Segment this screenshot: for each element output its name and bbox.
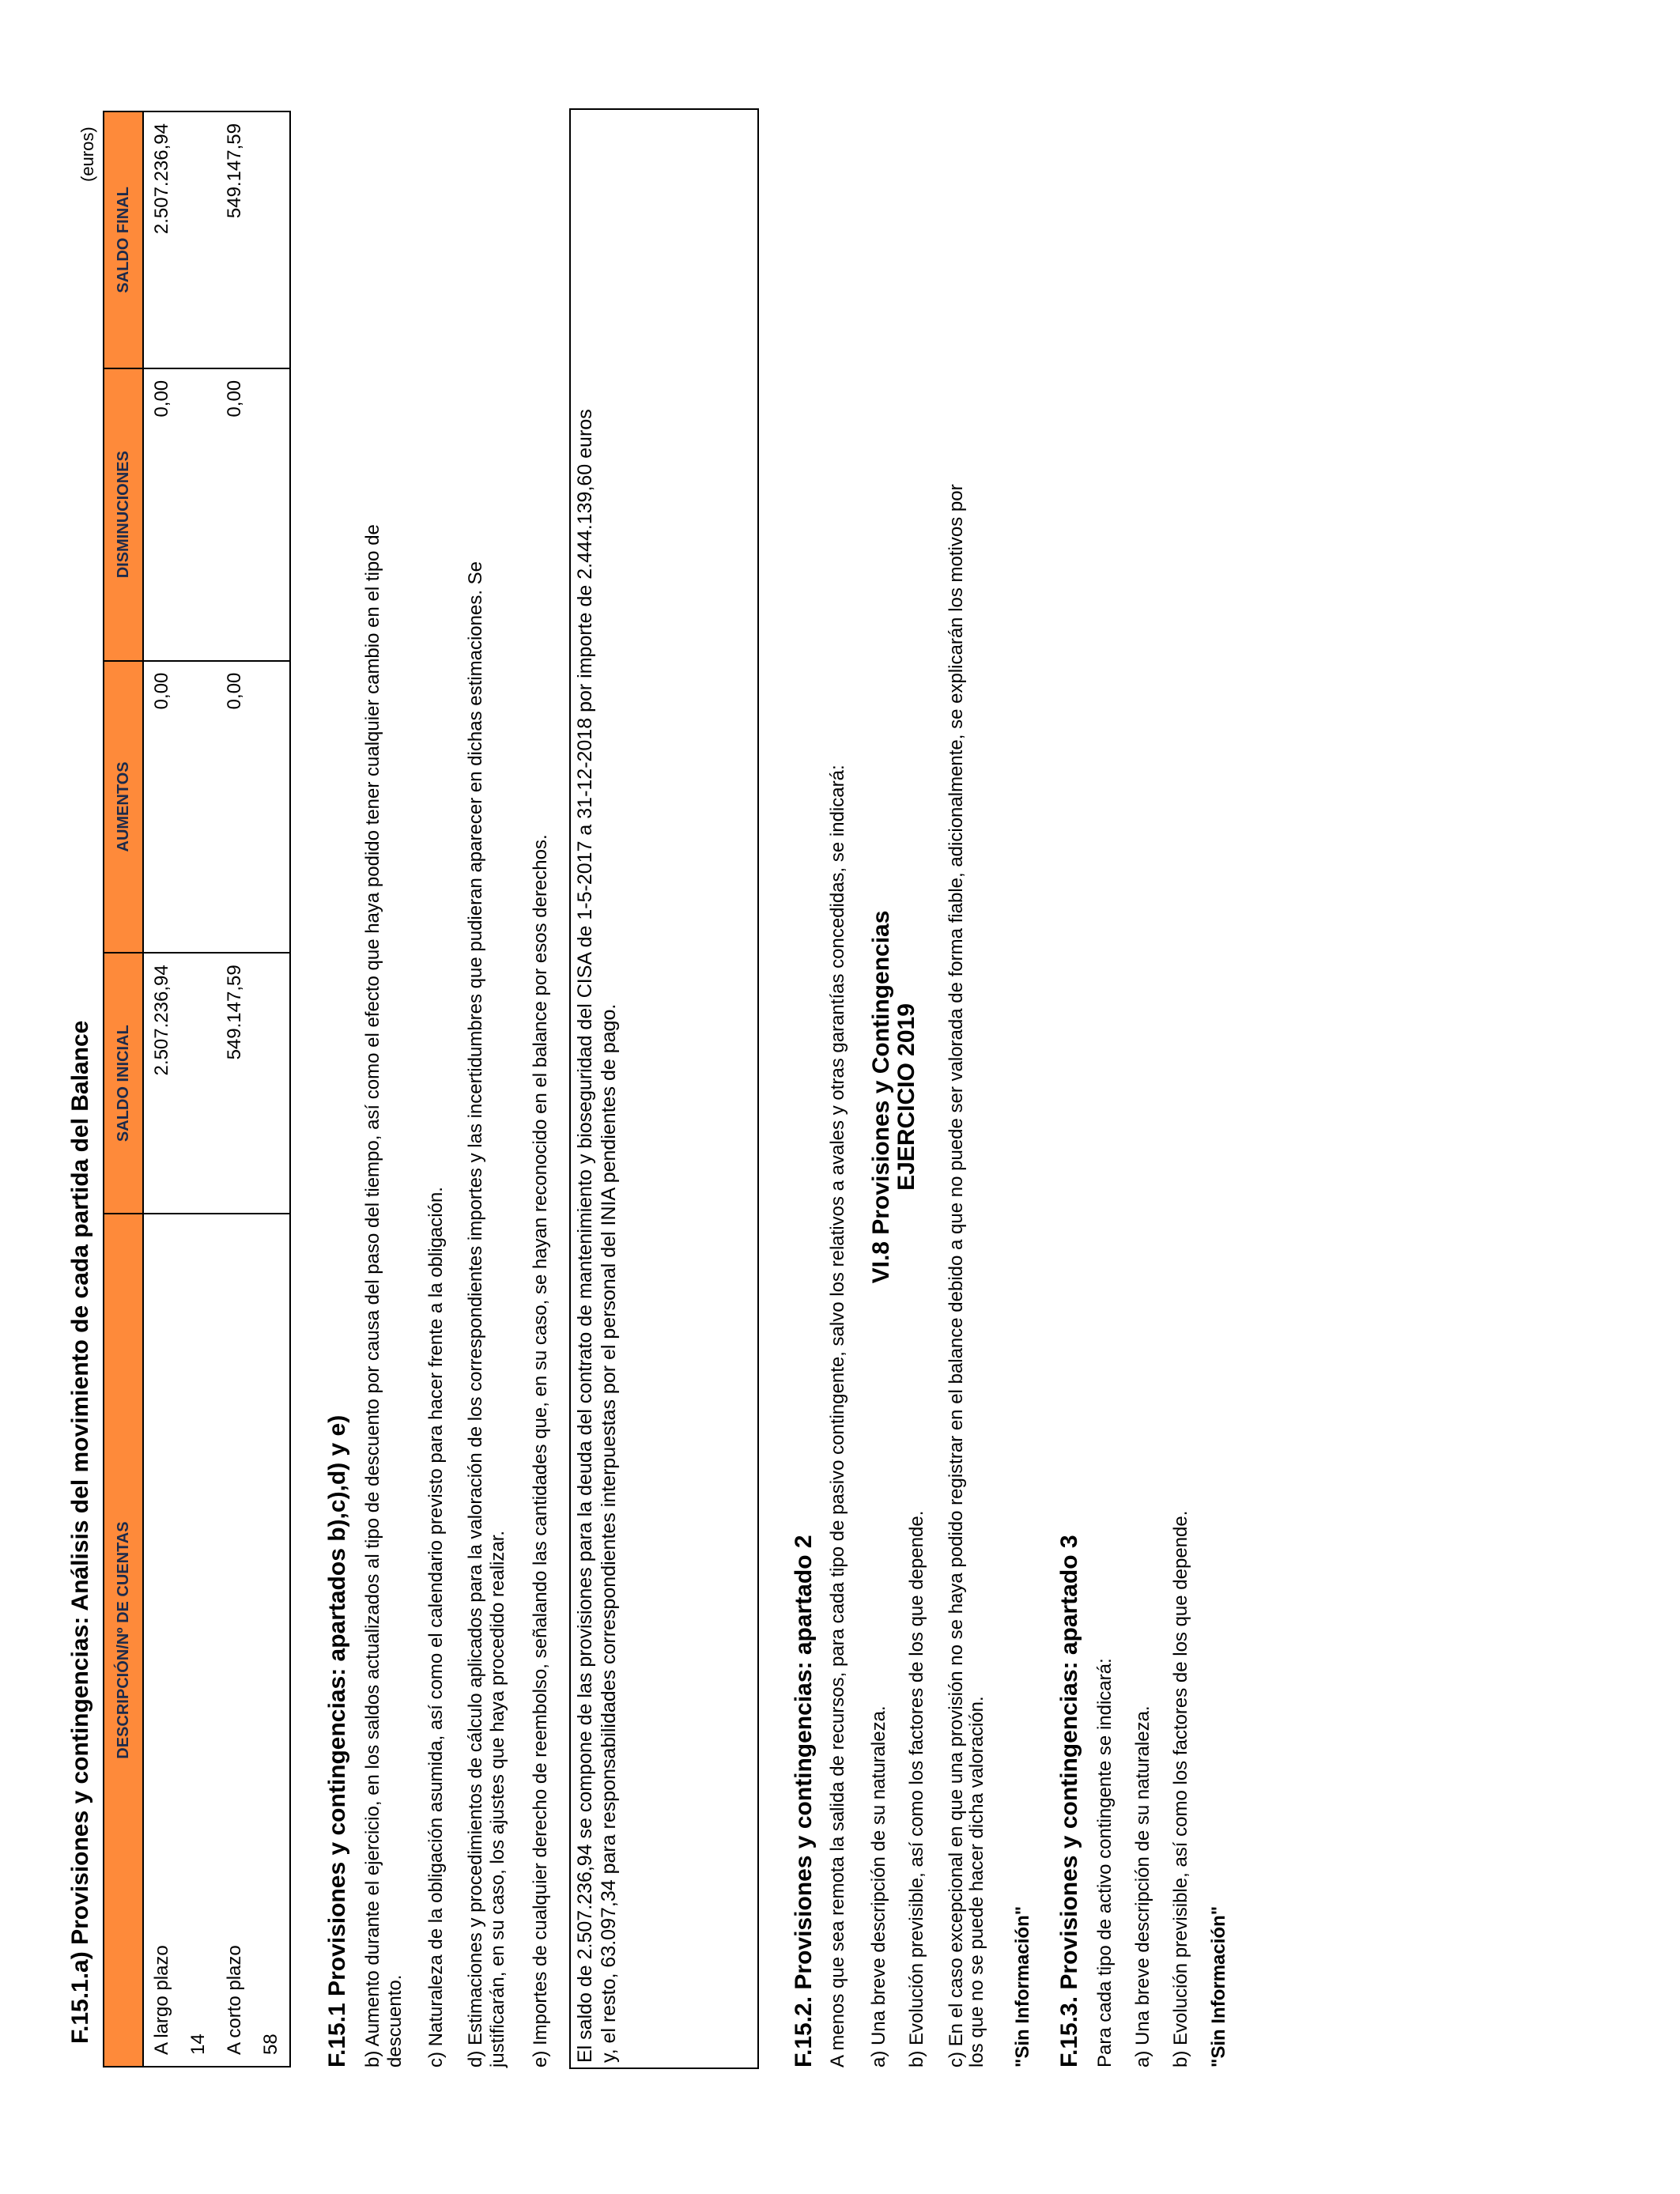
column-header: AUMENTOS (104, 661, 143, 954)
f153-a: a) Una breve descripción de su naturaleza. (1132, 1705, 1153, 2067)
page-subtitle: EJERCICIO 2019 (893, 1003, 919, 1191)
movement-table (103, 111, 291, 2067)
table-cell (253, 368, 290, 661)
f153-intro: Para cada tipo de activo contingente se indicará: (1094, 1658, 1116, 2067)
f152-intro: A menos que sea remota la salida de recursos, para cada tipo de pasivo contingente, salvo los relativos a avales y otras garantías concedidas, se indicará: (827, 765, 848, 2067)
f152-c-line2: los que no se puede hacer dicha valoración. (966, 1696, 987, 2067)
f151-c: c) Naturaleza de la obligación asumida, así como el calendario previsto para hacer frente a la obligación. (425, 1187, 447, 2067)
f151-d-line1: d) Estimaciones y procedimientos de cálculo aplicados para la valoración de los correspondientes importes y las incertidumbres que pudieran aparecer en dichas estimaciones. Se (465, 561, 486, 2067)
table-cell: A corto plazo (217, 1214, 253, 2067)
f151-d-line2: justificarán, en su caso, los ajustes que haya procedido realizar. (487, 1530, 508, 2067)
table-cell (180, 111, 217, 368)
table-cell: 549.147,59 (217, 953, 253, 1214)
f151-b-line2: descuento. (384, 1974, 406, 2067)
table-row (253, 111, 290, 2067)
table-cell: 0,00 (143, 368, 180, 661)
table-cell: 2.507.236,94 (143, 953, 180, 1214)
f151-title: F.15.1 Provisiones y contingencias: apartados b),c),d) y e) (324, 1414, 350, 2067)
table-cell (180, 661, 217, 954)
table-cell (180, 368, 217, 661)
table-cell (253, 111, 290, 368)
units-label: (euros) (77, 127, 97, 182)
f153-b: b) Evolución previsible, así como los factores de los que depende. (1170, 1510, 1191, 2067)
f151-e: e) Importes de cualquier derecho de reembolso, señalando las cantidades que, en su caso, se hayan reconocido en el balance por esos derechos. (530, 834, 551, 2067)
table-cell: 0,00 (217, 368, 253, 661)
column-header: DESCRIPCIÓN/Nº DE CUENTAS (104, 1214, 143, 2067)
table-cell (253, 953, 290, 1214)
table-cell: 2.507.236,94 (143, 111, 180, 368)
table-row (217, 111, 253, 2067)
table-row (180, 111, 217, 2067)
table-row (143, 111, 180, 2067)
f151-box-line1: El saldo de 2.507.236,94 se compone de las provisiones para la deuda del contrato de mantenimiento y bioseguridad del CISA de 1-5-2017 a 31-12-2018 por importe de 2.444.139,60 euros (574, 409, 596, 2063)
f152-title: F.15.2. Provisiones y contingencias: apartado 2 (791, 1535, 817, 2067)
f152-a: a) Una breve descripción de su naturaleza. (868, 1705, 889, 2067)
table-cell: 14 (180, 1214, 217, 2067)
f151-box-line2: y, el resto, 63.097,34 para responsabilidades correspondientes interpuestas por el personal del INIA pendientes de pago. (598, 1003, 620, 2063)
table-cell: A largo plazo (143, 1214, 180, 2067)
f152-c-line1: c) En el caso excepcional en que una provisión no se haya podido registrar en el balance debido a que no puede ser valorada de forma fiable, adicionalmente, se explicarán los motivos por (946, 484, 967, 2067)
column-header: SALDO INICIAL (104, 953, 143, 1214)
page-title: VI.8 Provisiones y Contingencias (868, 910, 894, 1284)
column-header: SALDO FINAL (104, 111, 143, 368)
f151-b-line1: b) Aumento durante el ejercicio, en los saldos actualizados al tipo de descuento por causa del paso del tiempo, así como el efecto que haya podido tener cualquier cambio en el tipo de (362, 524, 383, 2067)
table-section-title: F.15.1.a) Provisiones y contingencias: Análisis del movimiento de cada partida del Balance (67, 1020, 93, 2044)
table-cell: 58 (253, 1214, 290, 2067)
table-cell (180, 953, 217, 1214)
f153-title: F.15.3. Provisiones y contingencias: apartado 3 (1056, 1535, 1082, 2067)
column-header: DISMINUCIONES (104, 368, 143, 661)
table-cell (253, 661, 290, 954)
table-cell: 549.147,59 (217, 111, 253, 368)
table-header-row (104, 111, 143, 2067)
f153-sin-informacion: "Sin Información" (1208, 1905, 1229, 2067)
table-cell: 0,00 (217, 661, 253, 954)
f152-sin-informacion: "Sin Información" (1012, 1905, 1033, 2067)
f152-b: b) Evolución previsible, así como los factores de los que depende. (906, 1510, 927, 2067)
table-cell: 0,00 (143, 661, 180, 954)
